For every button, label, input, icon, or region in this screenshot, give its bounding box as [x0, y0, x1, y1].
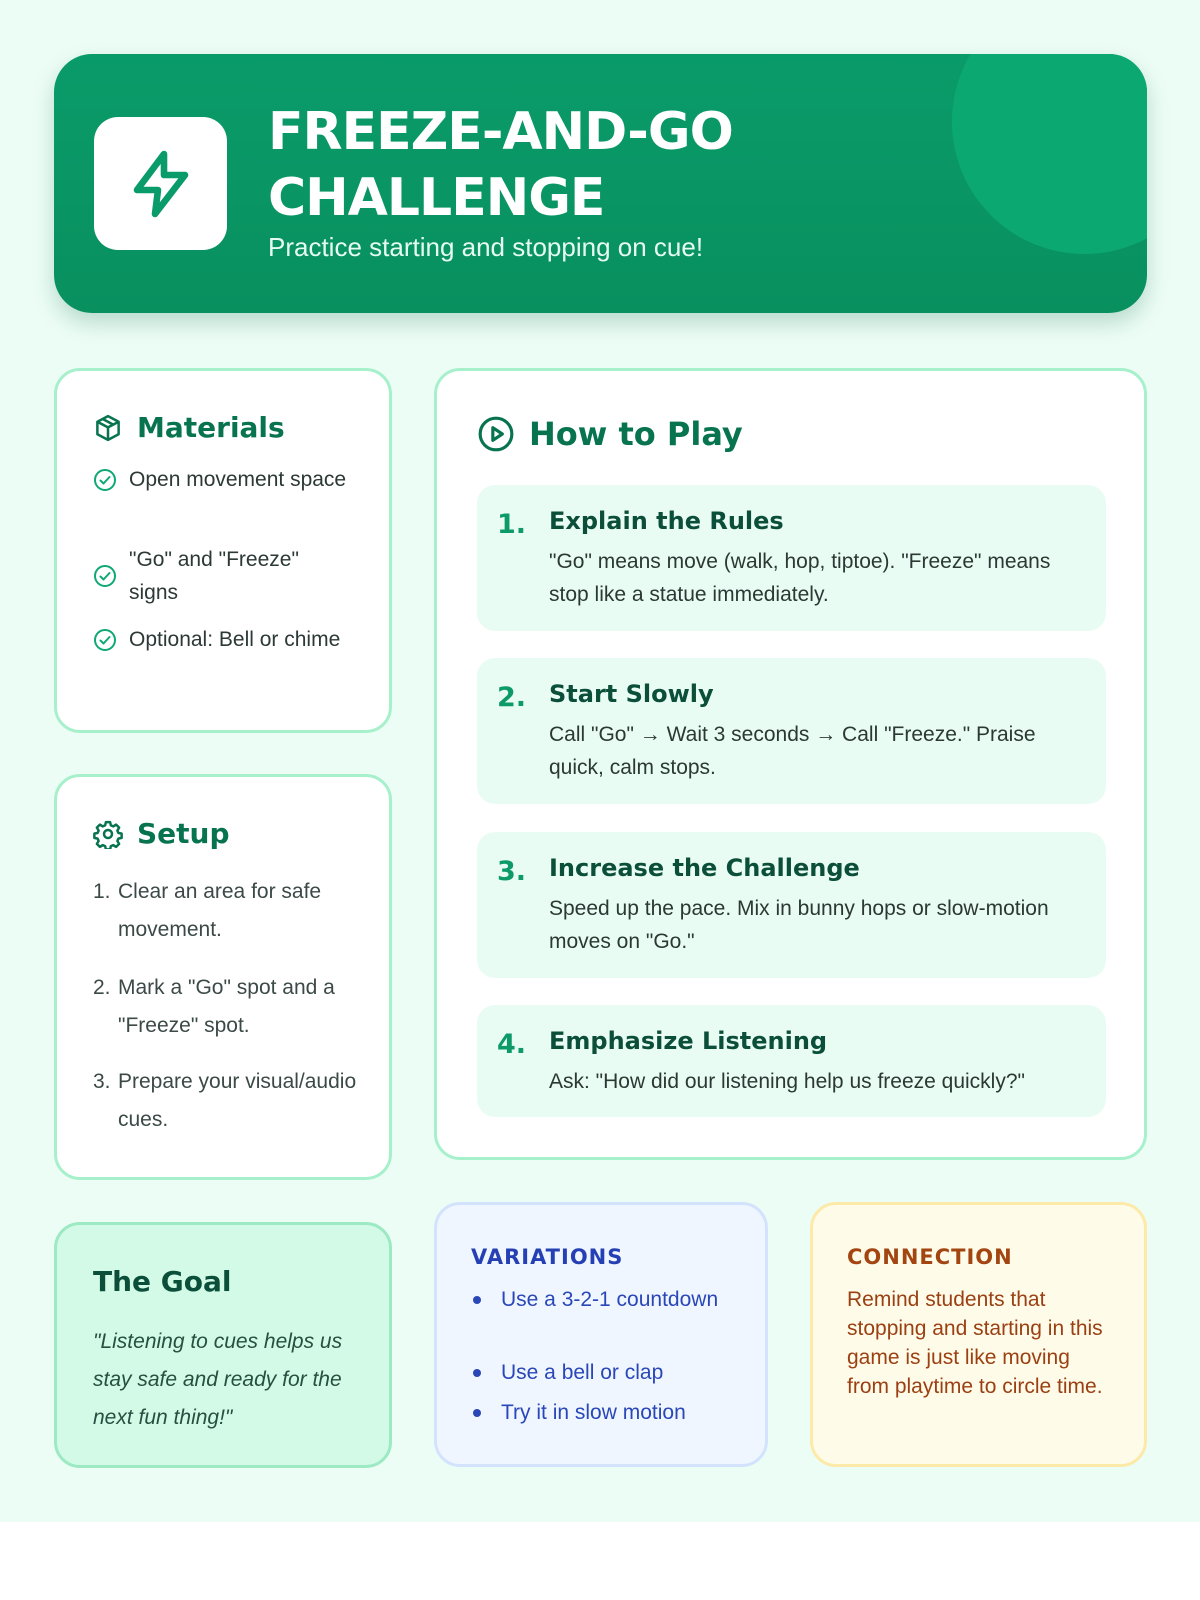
goal-title: The Goal: [93, 1265, 232, 1298]
play-circle-icon: [477, 415, 515, 453]
setup-step-text: Mark a "Go" spot and a "Freeze" spot.: [118, 976, 335, 1037]
play-step-description: Ask: "How did our listening help us freeze quickly?": [549, 1070, 1025, 1093]
play-step-title: Start Slowly: [549, 680, 714, 708]
connection-title: CONNECTION: [847, 1245, 1013, 1269]
play-step-number: 1.: [497, 509, 527, 540]
check-circle-icon: [93, 628, 117, 652]
gear-icon: [93, 819, 123, 849]
setup-step-text: Prepare your visual/audio cues.: [118, 1070, 357, 1131]
play-step-description: "Go" means move (walk, hop, tiptoe). "Freeze" means stop like a statue immediately.: [549, 550, 1051, 606]
setup-title: Setup: [137, 817, 230, 850]
goal-card: [54, 1222, 392, 1468]
goal-quote: "Listening to cues helps us stay safe and ready for the next fun thing!": [93, 1330, 343, 1429]
page-title: [268, 99, 1048, 231]
materials-item-label: Open movement space: [129, 468, 347, 491]
bullet-dot: [473, 1409, 481, 1417]
materials-item-label: Optional: Bell or chime: [129, 628, 341, 651]
connection-text: Remind students that stopping and starting in this game is just like moving from playtime to circle time.: [847, 1288, 1103, 1398]
how-to-play-title: How to Play: [529, 415, 743, 453]
setup-step: [93, 1063, 361, 1139]
play-step-number: 3.: [497, 856, 527, 887]
how-to-play-card: [434, 368, 1147, 1160]
variations-title: VARIATIONS: [471, 1245, 624, 1269]
setup-heading: [93, 817, 230, 850]
materials-item: [93, 463, 353, 496]
variation-item: [471, 1283, 741, 1316]
variation-item-label: Use a bell or clap: [501, 1361, 664, 1384]
variation-item-label: Use a 3-2-1 countdown: [501, 1288, 719, 1311]
materials-item: [93, 623, 353, 656]
page-title-line-2: CHALLENGE: [268, 168, 605, 228]
lightning-bolt-icon: [125, 148, 197, 220]
header-banner: [54, 54, 1147, 313]
play-step-number: 4.: [497, 1029, 527, 1060]
variations-card: [434, 1202, 768, 1467]
setup-step: [93, 969, 361, 1045]
play-step-description: Call "Go" → Wait 3 seconds → Call "Freeze." Praise quick, calm stops.: [549, 723, 1036, 779]
check-circle-icon: [93, 564, 117, 588]
play-step-title: Emphasize Listening: [549, 1027, 828, 1055]
setup-step-number: 2.: [93, 976, 111, 999]
play-step: [477, 485, 1106, 631]
materials-heading: [93, 411, 285, 444]
bullet-dot: [473, 1296, 481, 1304]
materials-item: [93, 543, 353, 609]
page-subtitle: Practice starting and stopping on cue!: [268, 232, 704, 262]
variation-item: [471, 1396, 741, 1429]
bullet-dot: [473, 1369, 481, 1377]
materials-item-label: "Go" and "Freeze" signs: [129, 548, 299, 604]
play-step-description: Speed up the pace. Mix in bunny hops or slow-motion moves on "Go.": [549, 897, 1049, 953]
setup-step: [93, 873, 361, 949]
variation-item-label: Try it in slow motion: [501, 1401, 686, 1424]
setup-card: [54, 774, 392, 1180]
how-to-play-heading: [477, 415, 743, 453]
play-step-title: Increase the Challenge: [549, 854, 860, 882]
play-step: [477, 658, 1106, 804]
connection-card: [810, 1202, 1147, 1467]
logo-tile: [94, 117, 227, 250]
variation-item: [471, 1356, 741, 1389]
play-step: [477, 1005, 1106, 1117]
play-step-title: Explain the Rules: [549, 507, 784, 535]
page-title-line-1: FREEZE-AND-GO: [268, 102, 733, 162]
setup-step-number: 1.: [93, 880, 111, 903]
setup-step-text: Clear an area for safe movement.: [118, 880, 322, 941]
materials-title: Materials: [137, 411, 285, 444]
play-step: [477, 832, 1106, 978]
play-step-number: 2.: [497, 682, 527, 713]
check-circle-icon: [93, 468, 117, 492]
materials-card: [54, 368, 392, 733]
box-icon: [93, 413, 123, 443]
setup-step-number: 3.: [93, 1070, 111, 1093]
